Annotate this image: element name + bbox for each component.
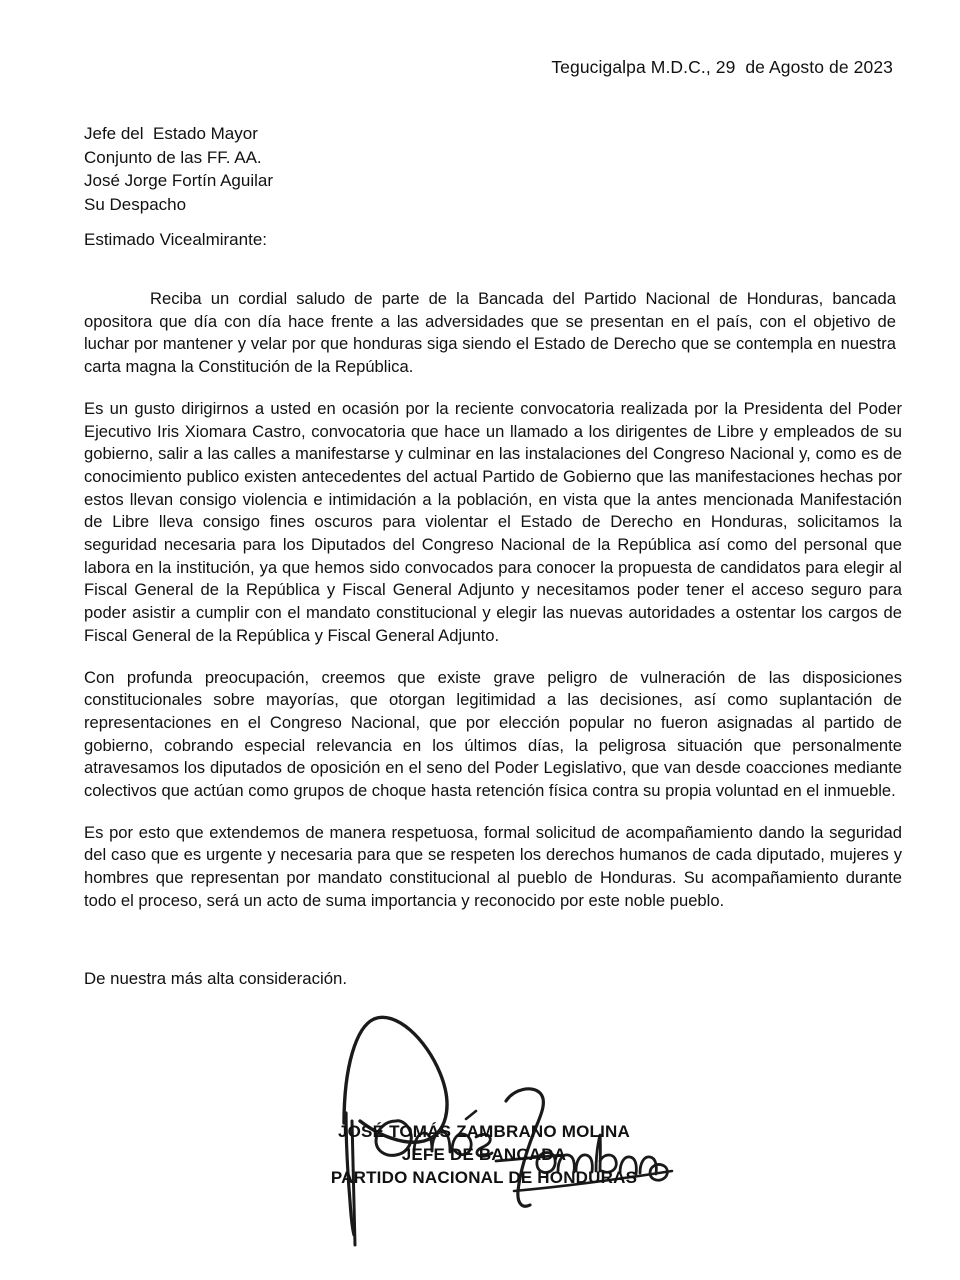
body-paragraph-1: Reciba un cordial saludo de parte de la Bancada del Partido Nacional de Honduras, bancada opositora que día con día hace frente a las adversidades que se presentan en el país, con el objetivo de luchar por mantener y velar por que honduras siga siendo el Estado de Derecho que se contempla en nuestra carta magna la Constitución de la República. — [84, 289, 896, 377]
body-paragraph-3: Con profunda preocupación, creemos que existe grave peligro de vulneración de las disposiciones constitucionales sobre mayorías, que otorgan legitimidad a las decisiones, así como suplantación de representaciones en el Congreso Nacional, que por elección popular no fueron asignadas al partido de gobierno, cobrando especial relevancia en los últimos días, la peligrosa situación que personalmente atravesamos los diputados de oposición en el seno del Poder Legislativo, que van desde coacciones mediante colectivos que actúan como grupos de choque hasta retención física contra su propia voluntad en el inmueble. — [84, 667, 902, 801]
signer-title: JEFE DE BANCADA — [401, 1145, 567, 1164]
closing-line: De nuestra más alta consideración. — [84, 969, 348, 988]
addressee-line-3: José Jorge Fortín Aguilar — [84, 171, 273, 190]
addressee-line-1: Jefe del Estado Mayor — [84, 124, 258, 143]
body-paragraph-4: Es por esto que extendemos de manera respetuosa, formal solicitud de acompañamiento dando la seguridad del caso que es urgente y necesaria para que se respeten los derechos humanos de cada diputado, mujeres y hombres que representan por mandato constitucional al pueblo de Honduras. Su acompañamiento durante todo el proceso, será un acto de suma importancia y reconocido por este noble pueblo. — [84, 822, 902, 910]
date-line: Tegucigalpa M.D.C., 29 de Agosto de 2023 — [551, 57, 893, 77]
signer-block — [0, 1120, 960, 1189]
addressee-block — [84, 122, 273, 216]
signer-name: JOSÉ TOMÁS ZAMBRANO MOLINA — [337, 1122, 630, 1141]
salutation: Estimado Vicealmirante: — [84, 230, 267, 249]
letter-body — [84, 288, 902, 932]
signer-organization: PARTIDO NACIONAL DE HONDURAS — [330, 1168, 638, 1187]
addressee-line-2: Conjunto de las FF. AA. — [84, 147, 262, 167]
addressee-line-4: Su Despacho — [84, 194, 187, 214]
body-paragraph-2: Es un gusto dirigirnos a usted en ocasión por la reciente convocatoria realizada por la Presidenta del Poder Ejecutivo Iris Xiomara Castro, convocatoria que hace un llamado a los dirigentes de Libre y empleados de su gobierno, salir a las calles a manifestarse y culminar en las instalaciones del Congreso Nacional y, como es de conocimiento publico existen antecedentes del actual Partido de Gobierno que las manifestaciones hechas por estos llevan consigo violencia e intimidación a la población, en vista que la antes mencionada Manifestación de Libre lleva consigo fines oscuros para violentar el Estado de Derecho en Honduras, solicitamos la seguridad necesaria para los Diputados del Congreso Nacional de la República así como del personal que labora en la institución, ya que hemos sido convocados para conocer la propuesta de candidatos para elegir al Fiscal General de la República y Fiscal General Adjunto y necesitamos poder tener el acceso seguro para poder asistir a cumplir con el mandato constitucional y elegir las nuevas autoridades a ostentar los cargos de Fiscal General de la República y Fiscal General Adjunto. — [84, 398, 902, 645]
